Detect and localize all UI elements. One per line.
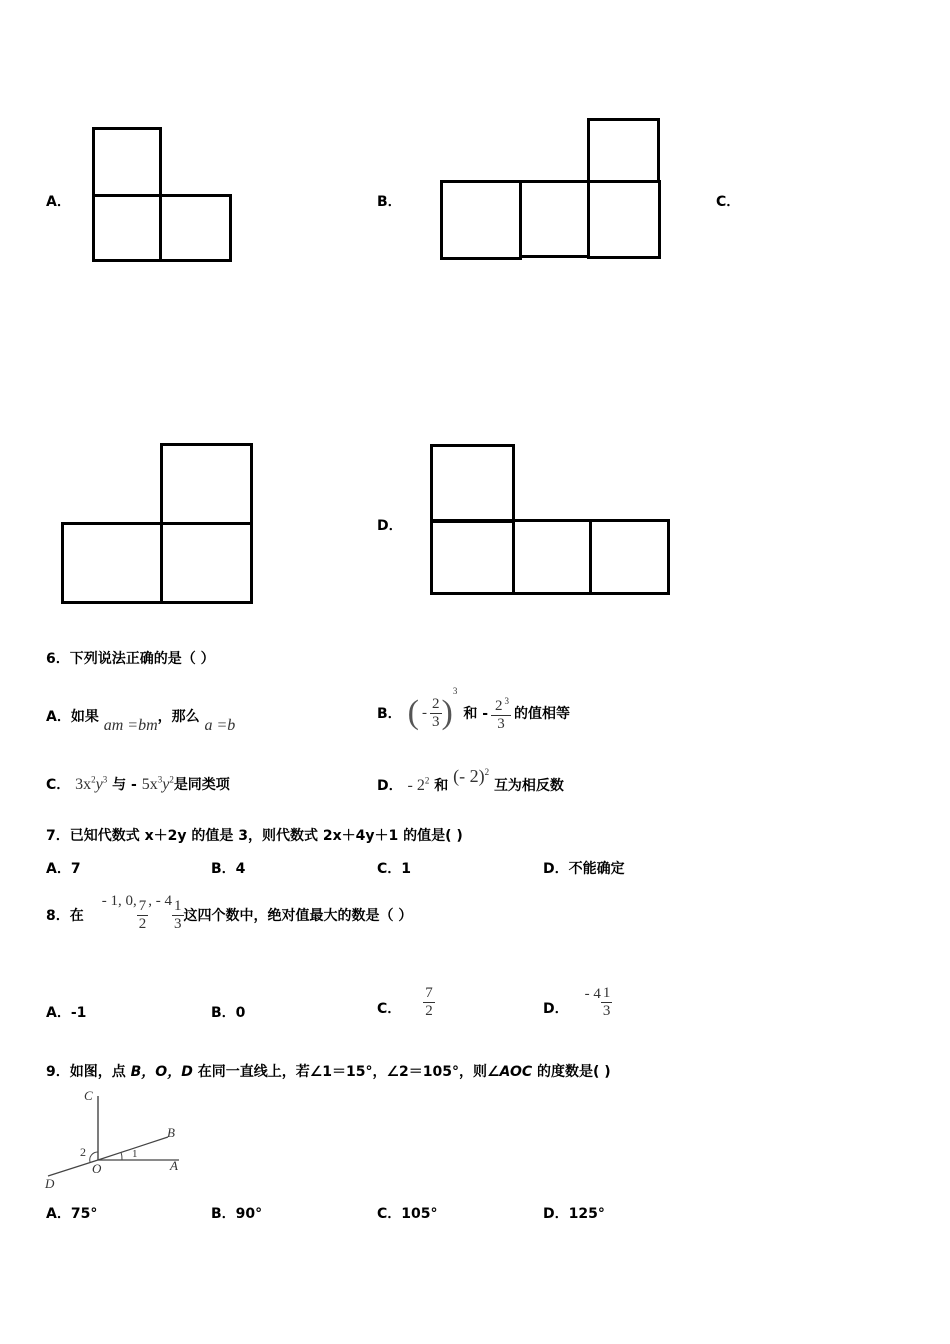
q6-option-c: C． $3x^2y^3$ 与 - $5x^3y^2$是同类项 — [46, 774, 230, 793]
q6-b-frac2: $\frac{2 ^3}{3}$ — [491, 693, 511, 733]
q9-label-angle2: 2 — [80, 1145, 86, 1159]
q8-c-frac: $\frac{7}{2}$ — [425, 985, 433, 1019]
q9-option-b: B．90° — [211, 1206, 263, 1222]
q8-c-label: C． — [377, 1001, 402, 1017]
q7-stem: 7．已知代数式 x＋2y 的值是 3，则代数式 2x＋4y＋1 的值是( ) — [46, 828, 463, 844]
q8-d-frac: $\frac{1}{3}$ — [602, 985, 611, 1019]
q7-option-b: B．4 — [211, 861, 246, 877]
q6-b-sign: - — [422, 704, 427, 721]
q8-pre: 8．在 — [46, 908, 84, 924]
q5-option-d-label: D． — [377, 518, 403, 534]
q6-d-post: 互为相反数 — [493, 778, 564, 794]
q9-points: B，O，D — [130, 1064, 193, 1080]
q8-list: - 1, 0, — [101, 893, 137, 909]
q9-label-d: D — [45, 1176, 55, 1191]
q9-stem: 9．如图，点 B，O，D 在同一直线上，若∠1＝15°，∠2＝105°，则∠AOC 的度数是( ) — [46, 1064, 611, 1080]
q9-option-a: A．75° — [46, 1206, 98, 1222]
q7-option-a: A．7 — [46, 861, 81, 877]
q6-b-exp1: 3 — [452, 686, 458, 696]
q5-option-c-label: C． — [716, 194, 741, 210]
q6-b-frac1: $\frac{2}{3}$ — [432, 695, 440, 730]
q6-a-mid: ，那么 — [157, 709, 200, 725]
q6-c-label: C． — [46, 777, 71, 793]
q6-b-label: B． — [377, 706, 402, 722]
q6-option-b: B． ( - $\frac{2}{3}$ ) 3 和 - $\frac{2 ^3}{3}$ 的值相等 — [377, 686, 571, 732]
q7-option-d: D．不能确定 — [543, 861, 625, 877]
q9-label-a: A — [170, 1158, 178, 1173]
q6-c-mid: 与 - — [112, 777, 137, 793]
q6-option-d: D． - $2^2$ 和 (- 2)$^2$ 互为相反数 — [377, 766, 564, 794]
q6-d-expr1: - 2 — [407, 777, 425, 794]
q8-option-b: B．0 — [211, 1005, 246, 1021]
q6-c-expr1: 3x — [75, 776, 92, 793]
q6-a-pre: 如果 — [70, 709, 99, 725]
q9-label-c: C — [84, 1088, 93, 1103]
q6-d-mid: 和 — [434, 778, 449, 794]
q8-post: 这四个数中，绝对值最大的数是（ ） — [183, 908, 413, 924]
q8-d-label: D． — [543, 1001, 569, 1017]
q5-option-b-label: B． — [377, 194, 402, 210]
q9-figure — [44, 1088, 184, 1192]
q9-angle: AOC — [499, 1064, 533, 1080]
q6-a-expr2: a =b — [204, 717, 236, 734]
q6-b-mid: 和 - — [463, 706, 489, 722]
q6-d-label: D． — [377, 778, 403, 794]
q6-b-post: 的值相等 — [514, 706, 571, 722]
q9-option-d: D．125° — [543, 1206, 605, 1222]
q6-c-expr2: 5x — [141, 776, 158, 793]
q8-option-a: A．-1 — [46, 1005, 87, 1021]
q8-frac2: $\frac{1}{3}$ — [174, 897, 182, 932]
q8-stem — [46, 893, 412, 937]
q6-d-expr2: (- 2) — [453, 766, 485, 786]
q5-option-a-label: A． — [46, 194, 71, 210]
q6-a-label: A． — [46, 709, 71, 725]
q9-label-b: B — [167, 1125, 175, 1140]
q6-c-post: 是同类项 — [173, 777, 230, 793]
q8-list2: , - 4 — [148, 893, 172, 909]
q9-label-angle1: 1 — [132, 1148, 138, 1160]
q8-d-whole: - 4 — [584, 986, 601, 1002]
q7-option-c: C．1 — [377, 861, 412, 877]
q6-a-expr1: am =bm — [103, 717, 158, 734]
q8-option-c — [377, 978, 435, 1020]
q9-label-o: O — [92, 1161, 102, 1176]
q9-option-c: C．105° — [377, 1206, 438, 1222]
q8-frac1: $\frac{7}{2}$ — [138, 897, 147, 932]
q6-stem: 6．下列说法正确的是（ ） — [46, 651, 215, 667]
q6-option-a — [46, 706, 236, 734]
q8-option-d — [543, 978, 612, 1020]
